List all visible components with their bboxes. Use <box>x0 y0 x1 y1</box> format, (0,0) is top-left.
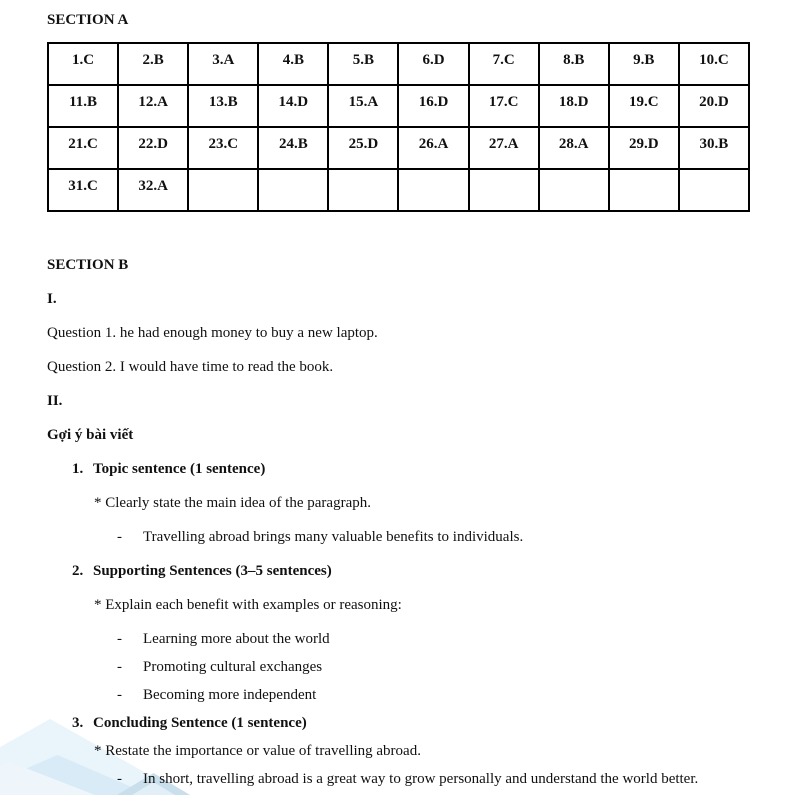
answer-cell: 13.B <box>188 85 258 127</box>
section-a-title: SECTION A <box>47 12 129 28</box>
table-row <box>48 43 749 85</box>
outline-item-heading <box>47 455 750 483</box>
answer-cell: 29.D <box>609 127 679 169</box>
part-1-label: I. <box>47 291 57 307</box>
answer-cell: 2.B <box>118 43 188 85</box>
outline-item-number: 1. <box>72 461 84 477</box>
answer-cell: 17.C <box>469 85 539 127</box>
answer-cell <box>188 169 258 211</box>
answer-line-question-2: Question 2. I would have time to read the book. <box>47 359 334 375</box>
essay-outline-subtitle: Gợi ý bài viết <box>47 427 134 443</box>
section-b-title: SECTION B <box>47 257 129 273</box>
outline-item-heading <box>47 557 750 585</box>
answer-cell <box>609 169 679 211</box>
answer-cell: 14.D <box>258 85 328 127</box>
dash-marker: - <box>117 659 122 675</box>
outline-item-title: Concluding Sentence (1 sentence) <box>93 715 307 731</box>
answer-line-question-1: Question 1. he had enough money to buy a new laptop. <box>47 325 378 341</box>
part-2-label: II. <box>47 393 63 409</box>
answer-cell: 20.D <box>679 85 749 127</box>
answer-cell <box>679 169 749 211</box>
dash-marker: - <box>117 631 122 647</box>
dash-marker: - <box>117 687 122 703</box>
outline-bullet <box>47 653 750 681</box>
outline-bullet-text: Promoting cultural exchanges <box>143 659 323 675</box>
answer-cell: 6.D <box>398 43 468 85</box>
answer-cell: 1.C <box>48 43 118 85</box>
outline-bullet <box>47 625 750 653</box>
outline-item-number: 2. <box>72 563 84 579</box>
outline-item-note: * Explain each benefit with examples or reasoning: <box>94 597 402 613</box>
answer-cell: 18.D <box>539 85 609 127</box>
answer-cell: 19.C <box>609 85 679 127</box>
dash-marker: - <box>117 771 122 787</box>
answer-cell: 4.B <box>258 43 328 85</box>
answer-cell: 25.D <box>328 127 398 169</box>
answer-cell: 28.A <box>539 127 609 169</box>
answer-cell <box>469 169 539 211</box>
answer-cell: 9.B <box>609 43 679 85</box>
answer-cell: 16.D <box>398 85 468 127</box>
answer-cell: 26.A <box>398 127 468 169</box>
outline-item-title: Supporting Sentences (3–5 sentences) <box>93 563 332 579</box>
answer-cell: 7.C <box>469 43 539 85</box>
answer-cell: 3.A <box>188 43 258 85</box>
table-row <box>48 169 749 211</box>
answer-cell: 5.B <box>328 43 398 85</box>
answer-cell: 24.B <box>258 127 328 169</box>
answer-cell: 23.C <box>188 127 258 169</box>
answer-cell: 11.B <box>48 85 118 127</box>
answer-cell: 10.C <box>679 43 749 85</box>
answer-key-table <box>47 42 750 212</box>
answer-cell: 12.A <box>118 85 188 127</box>
answer-cell <box>398 169 468 211</box>
answer-cell: 15.A <box>328 85 398 127</box>
outline-item-number: 3. <box>72 715 84 731</box>
table-row <box>48 85 749 127</box>
answer-cell: 31.C <box>48 169 118 211</box>
answer-cell <box>539 169 609 211</box>
outline-item-note: * Restate the importance or value of travelling abroad. <box>94 743 421 759</box>
answer-cell: 8.B <box>539 43 609 85</box>
answer-cell <box>328 169 398 211</box>
answer-cell <box>258 169 328 211</box>
outline-bullet <box>47 681 750 709</box>
outline-item-title: Topic sentence (1 sentence) <box>93 461 266 477</box>
outline-bullet-text: In short, travelling abroad is a great way to grow personally and understand the world better. <box>143 771 699 787</box>
outline-bullet <box>47 765 750 793</box>
outline-bullet-text: Learning more about the world <box>143 631 330 647</box>
outline-bullet <box>47 523 750 551</box>
answer-cell: 27.A <box>469 127 539 169</box>
answer-cell: 22.D <box>118 127 188 169</box>
outline-item-note: * Clearly state the main idea of the paragraph. <box>94 495 371 511</box>
table-row <box>48 127 749 169</box>
outline-item-heading <box>47 709 750 737</box>
outline-bullet-text: Becoming more independent <box>143 687 317 703</box>
outline-bullet-text: Travelling abroad brings many valuable benefits to individuals. <box>143 529 524 545</box>
answer-cell: 30.B <box>679 127 749 169</box>
answer-cell: 32.A <box>118 169 188 211</box>
dash-marker: - <box>117 529 122 545</box>
answer-cell: 21.C <box>48 127 118 169</box>
